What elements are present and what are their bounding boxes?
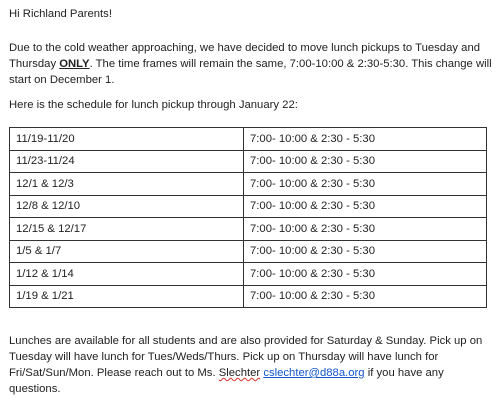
contact-email-link[interactable]: cslechter@d88a.org [263, 367, 365, 379]
schedule-times-cell: 7:00- 10:00 & 2:30 - 5:30 [244, 128, 487, 151]
schedule-times-cell: 7:00- 10:00 & 2:30 - 5:30 [244, 285, 487, 308]
footer-paragraph [9, 333, 493, 397]
schedule-dates-cell: 1/12 & 1/14 [10, 263, 244, 286]
intro-paragraph [9, 40, 493, 88]
schedule-dates-cell: 11/23-11/24 [10, 150, 244, 173]
schedule-times-cell: 7:00- 10:00 & 2:30 - 5:30 [244, 195, 487, 218]
intro-emphasis: ONLY [59, 58, 90, 70]
table-row [10, 195, 487, 218]
schedule-times-cell: 7:00- 10:00 & 2:30 - 5:30 [244, 240, 487, 263]
schedule-times-cell: 7:00- 10:00 & 2:30 - 5:30 [244, 173, 487, 196]
schedule-times-cell: 7:00- 10:00 & 2:30 - 5:30 [244, 218, 487, 241]
intro-text: Due to the cold weather approaching, we have decided to move lunch pickups to Tuesday and Thursday [9, 42, 481, 70]
table-row [10, 240, 487, 263]
schedule-times-cell: 7:00- 10:00 & 2:30 - 5:30 [244, 263, 487, 286]
schedule-times-cell: 7:00- 10:00 & 2:30 - 5:30 [244, 150, 487, 173]
schedule-dates-cell: 1/19 & 1/21 [10, 285, 244, 308]
schedule-dates-cell: 1/5 & 1/7 [10, 240, 244, 263]
schedule-lead: Here is the schedule for lunch pickup through January 22: [9, 99, 298, 111]
footer-text-end: if you have any questions. [9, 367, 444, 395]
schedule-rows [10, 128, 487, 308]
schedule-dates-cell: 12/8 & 12/10 [10, 195, 244, 218]
table-row [10, 263, 487, 286]
greeting: Hi Richland Parents! [9, 8, 112, 20]
table-row [10, 128, 487, 151]
table-row [10, 285, 487, 308]
schedule-dates-cell: 12/15 & 12/17 [10, 218, 244, 241]
table-row [10, 218, 487, 241]
pickup-schedule-table [9, 127, 487, 308]
table-row [10, 173, 487, 196]
schedule-dates-cell: 12/1 & 12/3 [10, 173, 244, 196]
footer-text: Lunches are available for all students and are also provided for Saturday & Sunday. Pick up on Tuesday will have lunch for Tues/Weds/Thurs. Pick up on Thursday will have lunch for Fri/Sat/Sun/Mon. Please reach out to Ms. [9, 335, 483, 379]
intro-text-end: . The time frames will remain the same, 7:00-10:00 & 2:30-5:30. This change will start on December 1. [9, 58, 492, 86]
schedule-dates-cell: 11/19-11/20 [10, 128, 244, 151]
contact-name: Slechter [218, 367, 261, 379]
table-row [10, 150, 487, 173]
